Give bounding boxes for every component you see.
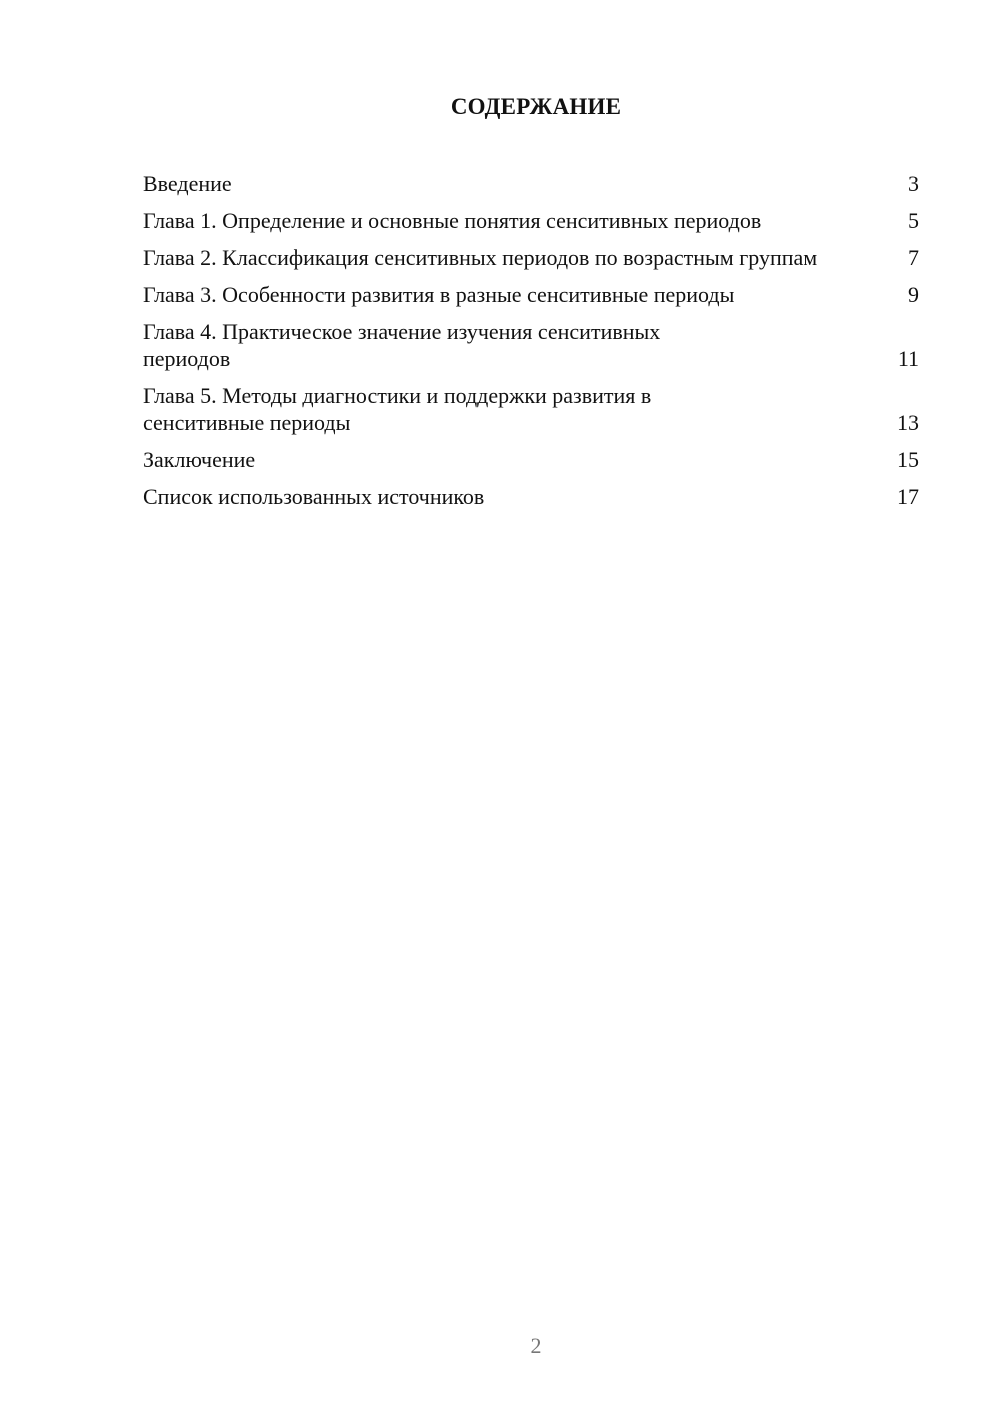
table-of-contents (143, 170, 919, 520)
toc-entry-title: Глава 5. Методы диагностики и поддержки развития в сенситивные периоды (143, 383, 652, 435)
toc-entry-page: 15 (897, 447, 919, 472)
toc-entry-title: Заключение (143, 447, 256, 472)
toc-entry-title: Глава 4. Практическое значение изучения сенситивных периодов (143, 319, 661, 371)
toc-entry-page: 11 (897, 346, 919, 371)
page-number: 2 (530, 1333, 542, 1358)
toc-entry-page: 3 (908, 171, 919, 196)
toc-entry-introduction[interactable] (143, 170, 919, 197)
toc-entry-title: Глава 2. Классификация сенситивных периодов по возрастным группам (143, 245, 818, 270)
toc-entry-conclusion[interactable] (143, 446, 919, 473)
toc-entry-title: Глава 1. Определение и основные понятия сенситивных периодов (143, 208, 762, 233)
toc-entry-page: 7 (908, 245, 919, 270)
toc-entry-page: 5 (908, 208, 919, 233)
toc-entry-chapter-2[interactable] (143, 244, 919, 271)
toc-entry-chapter-5[interactable] (143, 382, 919, 436)
page-title: СОДЕРЖАНИЕ (450, 94, 622, 119)
toc-entry-page: 13 (897, 410, 919, 435)
toc-entry-title: Введение (143, 171, 232, 196)
toc-entry-chapter-3[interactable] (143, 281, 919, 308)
toc-entry-page: 9 (908, 282, 919, 307)
toc-entry-chapter-1[interactable] (143, 207, 919, 234)
toc-entry-chapter-4[interactable] (143, 318, 919, 372)
toc-entry-title: Список использованных источников (143, 484, 485, 509)
toc-entry-references[interactable] (143, 483, 919, 510)
toc-entry-page: 17 (897, 484, 919, 509)
toc-entry-title: Глава 3. Особенности развития в разные сенситивные периоды (143, 282, 735, 307)
